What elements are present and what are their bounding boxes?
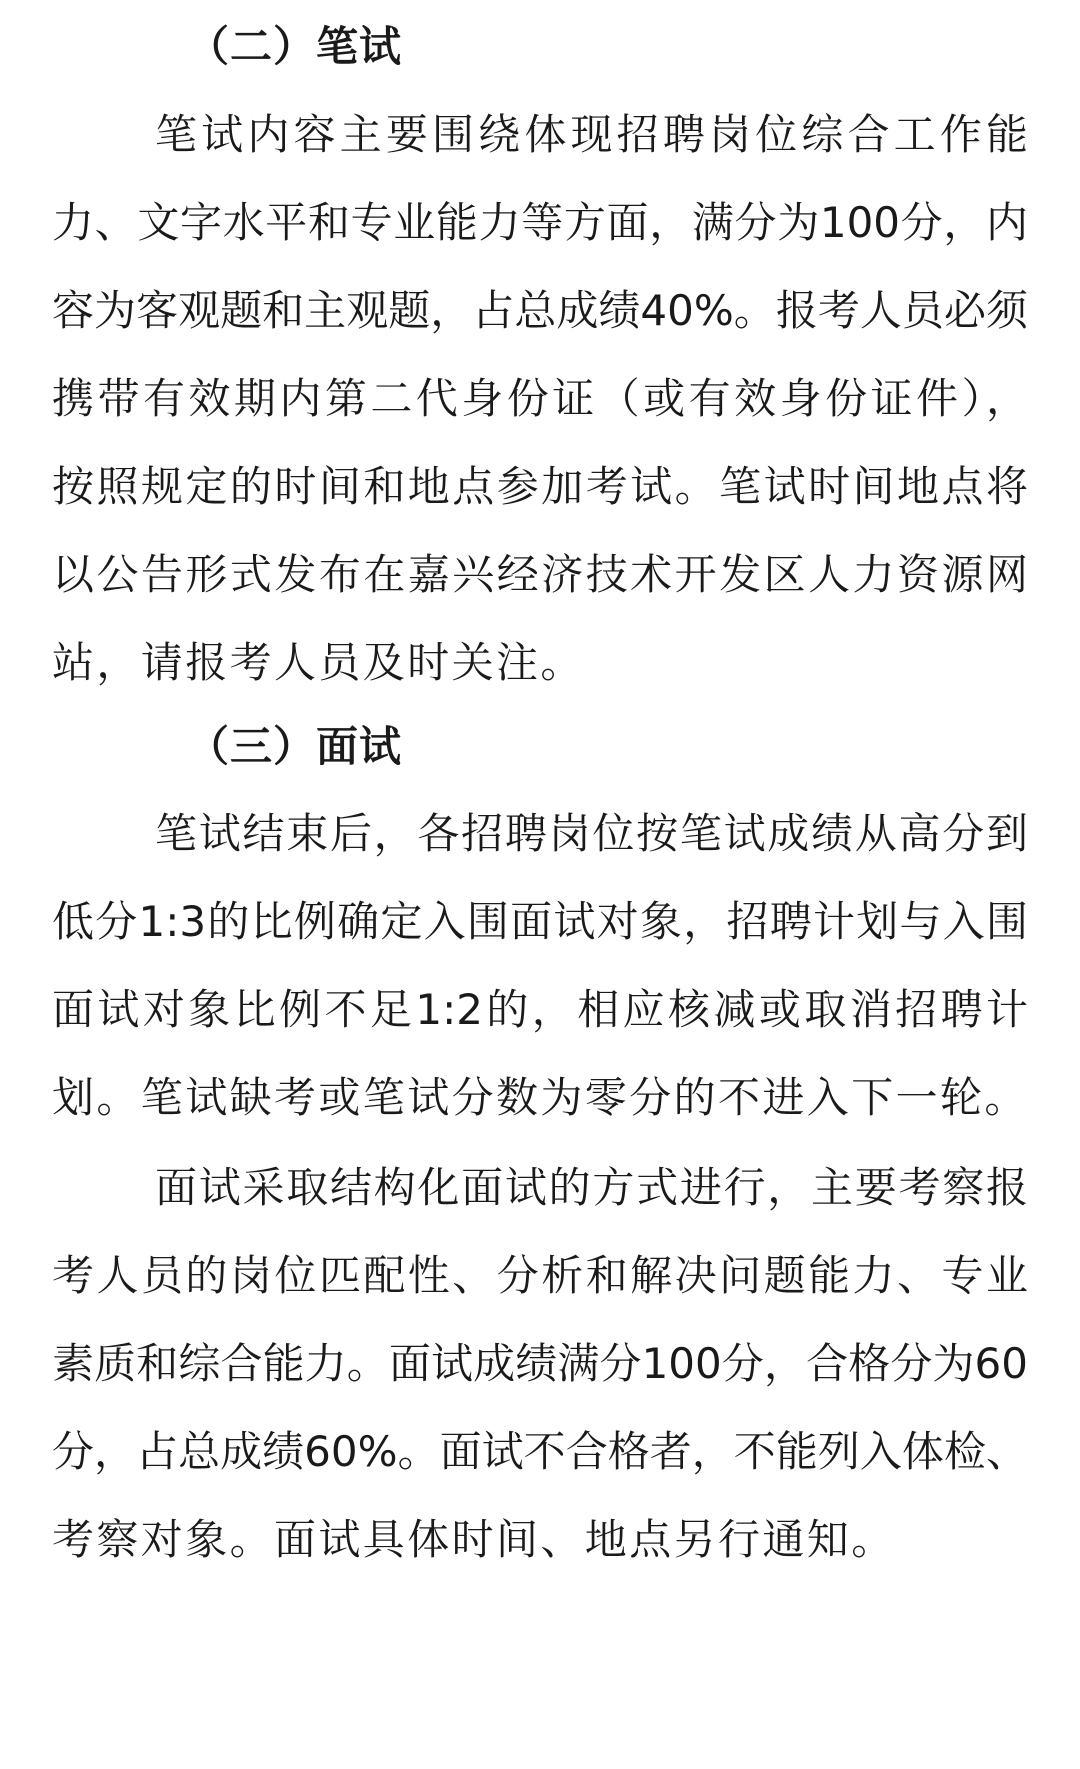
text-line: 携带有效期内第二代身份证（或有效身份证件）， [52, 374, 1028, 423]
section-heading-written-exam: （二）笔试 [187, 22, 403, 71]
text-line: 分，占总成绩60%。面试不合格者，不能列入体检、 [52, 1427, 1028, 1476]
text-line: 笔试内容主要围绕体现招聘岗位综合工作能 [155, 110, 1028, 159]
text-line: 力、文字水平和专业能力等方面，满分为100分，内 [52, 198, 1028, 247]
text-line: 笔试结束后，各招聘岗位按笔试成绩从高分到 [155, 809, 1028, 858]
text-line: 低分1:3的比例确定入围面试对象，招聘计划与入围 [52, 897, 1028, 946]
text-line: 面试采取结构化面试的方式进行，主要考察报 [155, 1163, 1028, 1212]
text-line: 考人员的岗位匹配性、分析和解决问题能力、专业 [52, 1251, 1028, 1300]
section-heading-interview: （三）面试 [187, 722, 403, 771]
text-line: 面试对象比例不足1:2的，相应核减或取消招聘计 [52, 985, 1028, 1034]
text-line: 站，请报考人员及时关注。 [52, 638, 585, 687]
text-line: 划。笔试缺考或笔试分数为零分的不进入下一轮。 [52, 1073, 1029, 1122]
text-line: 按照规定的时间和地点参加考试。笔试时间地点将 [52, 462, 1028, 511]
text-line: 素质和综合能力。面试成绩满分100分，合格分为60 [52, 1339, 1028, 1388]
text-line: 以公告形式发布在嘉兴经济技术开发区人力资源网 [52, 550, 1028, 599]
text-line: 考察对象。面试具体时间、地点另行通知。 [52, 1515, 896, 1564]
text-line: 容为客观题和主观题，占总成绩40%。报考人员必须 [52, 286, 1028, 335]
